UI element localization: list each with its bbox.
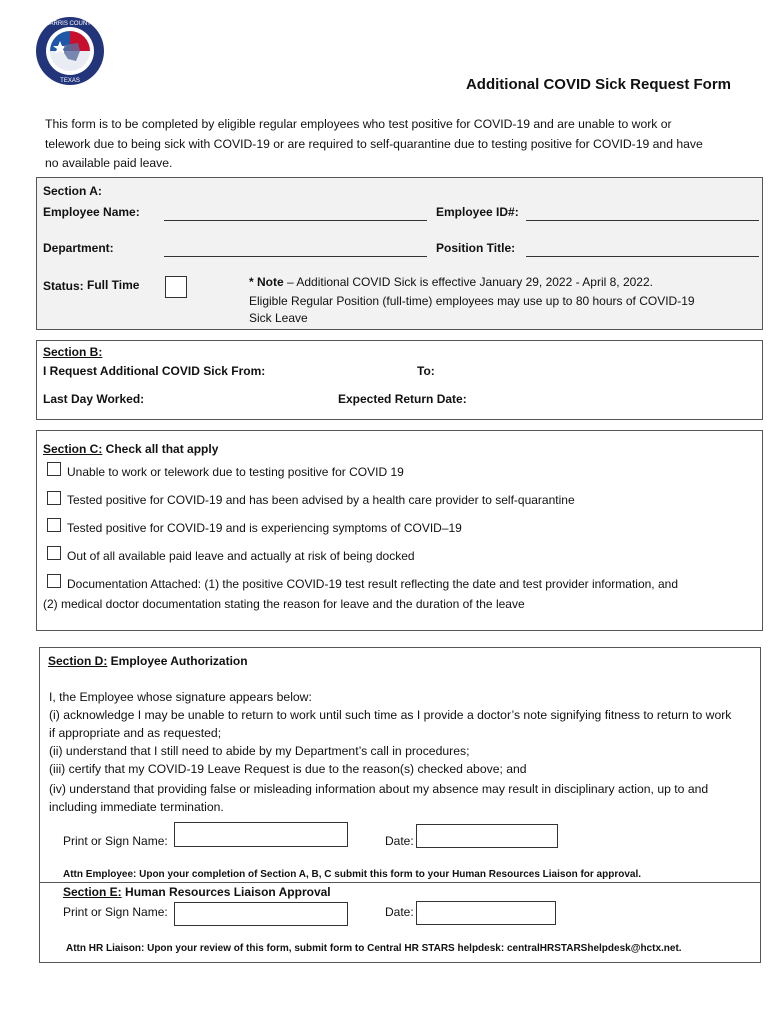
unable-to-work-checkbox[interactable] bbox=[47, 462, 61, 476]
authorization-clause-i: (i) acknowledge I may be unable to return to work until such time as I provide a doctor’s note signifying fitness to return to work if appropriate and as requested; bbox=[49, 708, 732, 740]
advised-quarantine-label: Tested positive for COVID-19 and has been advised by a health care provider to self-quarantine bbox=[67, 493, 575, 507]
documentation-label: Documentation Attached: (1) the positive COVID-19 test result reflecting the date and test provider information, and bbox=[67, 577, 678, 591]
section-e-heading-label: Section E: bbox=[63, 885, 122, 899]
employee-date-label: Date: bbox=[385, 834, 414, 848]
expected-return-label: Expected Return Date: bbox=[338, 392, 467, 406]
hr-date-label: Date: bbox=[385, 905, 414, 919]
last-day-worked-label: Last Day Worked: bbox=[43, 392, 145, 406]
note-text: – Additional COVID Sick is effective January 29, 2022 - April 8, 2022. bbox=[283, 275, 653, 289]
note-line-2: Eligible Regular Position (full-time) employees may use up to 80 hours of COVID-19 bbox=[249, 294, 695, 308]
department-field[interactable] bbox=[164, 256, 427, 257]
section-c-heading bbox=[43, 442, 218, 456]
section-c-heading-rest: Check all that apply bbox=[102, 442, 219, 456]
documentation-checkbox[interactable] bbox=[47, 574, 61, 588]
section-a-heading: Section A: bbox=[43, 184, 102, 198]
no-paid-leave-checkbox[interactable] bbox=[47, 546, 61, 560]
section-e-heading bbox=[63, 885, 331, 899]
section-a bbox=[36, 177, 763, 330]
employee-id-label: Employee ID#: bbox=[436, 205, 519, 219]
no-paid-leave-label: Out of all available paid leave and actually at risk of being docked bbox=[67, 549, 415, 563]
employee-date-input[interactable] bbox=[416, 824, 558, 848]
employee-id-field[interactable] bbox=[526, 220, 759, 221]
svg-text:TEXAS: TEXAS bbox=[60, 78, 80, 84]
hr-sign-label: Print or Sign Name: bbox=[63, 905, 168, 919]
note-line-3: Sick Leave bbox=[249, 311, 308, 325]
department-label: Department: bbox=[43, 241, 114, 255]
position-title-label: Position Title: bbox=[436, 241, 516, 255]
form-title: Additional COVID Sick Request Form bbox=[465, 76, 731, 93]
status-label: Status: bbox=[43, 279, 84, 293]
hr-sign-input[interactable] bbox=[174, 902, 348, 926]
section-b-heading: Section B: bbox=[43, 345, 103, 359]
position-title-field[interactable] bbox=[526, 256, 759, 257]
employee-sign-input[interactable] bbox=[174, 822, 348, 847]
section-d-heading-label: Section D: bbox=[48, 654, 108, 668]
svg-text:HARRIS COUNTY: HARRIS COUNTY bbox=[45, 21, 95, 27]
unable-to-work-label: Unable to work or telework due to testing positive for COVID 19 bbox=[67, 465, 404, 479]
section-b bbox=[36, 340, 763, 420]
section-e-heading-rest: Human Resources Liaison Approval bbox=[121, 885, 331, 899]
advised-quarantine-checkbox[interactable] bbox=[47, 491, 61, 505]
authorization-clause-iii: (iii) certify that my COVID-19 Leave Request is due to the reason(s) checked above; and bbox=[49, 762, 527, 776]
section-c-heading-label: Section C: bbox=[43, 442, 103, 456]
section-c bbox=[36, 430, 763, 631]
authorization-clause-ii: (ii) understand that I still need to abide by my Department’s call in procedures; bbox=[49, 744, 470, 758]
intro-paragraph: This form is to be completed by eligible regular employees who test positive for COVID-19 and are unable to work or telework due to being sick with COVID-19 or are required to self-quarantine due to testing positive for COVID-19 and have no available paid leave. bbox=[45, 117, 703, 170]
section-d-heading-rest: Employee Authorization bbox=[107, 654, 248, 668]
employee-sign-label: Print or Sign Name: bbox=[63, 834, 168, 848]
symptoms-checkbox[interactable] bbox=[47, 518, 61, 532]
request-from-label: I Request Additional COVID Sick From: bbox=[43, 364, 266, 378]
authorization-clause-iv: (iv) understand that providing false or misleading information about my absence may result in disciplinary action, up to and including immediate termination. bbox=[49, 782, 709, 814]
symptoms-label: Tested positive for COVID-19 and is experiencing symptoms of COVID–19 bbox=[67, 521, 462, 535]
full-time-checkbox[interactable] bbox=[165, 276, 187, 298]
attn-employee-note: Attn Employee: Upon your completion of Section A, B, C submit this form to your Human Resources Liaison for approval. bbox=[63, 869, 642, 880]
attn-hr-note: Attn HR Liaison: Upon your review of this form, submit form to Central HR STARS helpdesk: centralHRSTARShelpdesk@hctx.net. bbox=[66, 943, 682, 954]
employee-name-label: Employee Name: bbox=[43, 205, 140, 219]
section-d-heading bbox=[48, 654, 248, 668]
authorization-lead: I, the Employee whose signature appears below: bbox=[49, 690, 312, 704]
note-line-1 bbox=[249, 275, 653, 289]
to-label: To: bbox=[417, 364, 435, 378]
documentation-label-line-2: (2) medical doctor documentation stating the reason for leave and the duration of the leave bbox=[43, 597, 525, 611]
employee-name-field[interactable] bbox=[164, 220, 427, 221]
full-time-label: Full Time bbox=[87, 278, 140, 292]
hr-date-input[interactable] bbox=[416, 901, 556, 925]
note-strong: * Note bbox=[249, 275, 284, 289]
